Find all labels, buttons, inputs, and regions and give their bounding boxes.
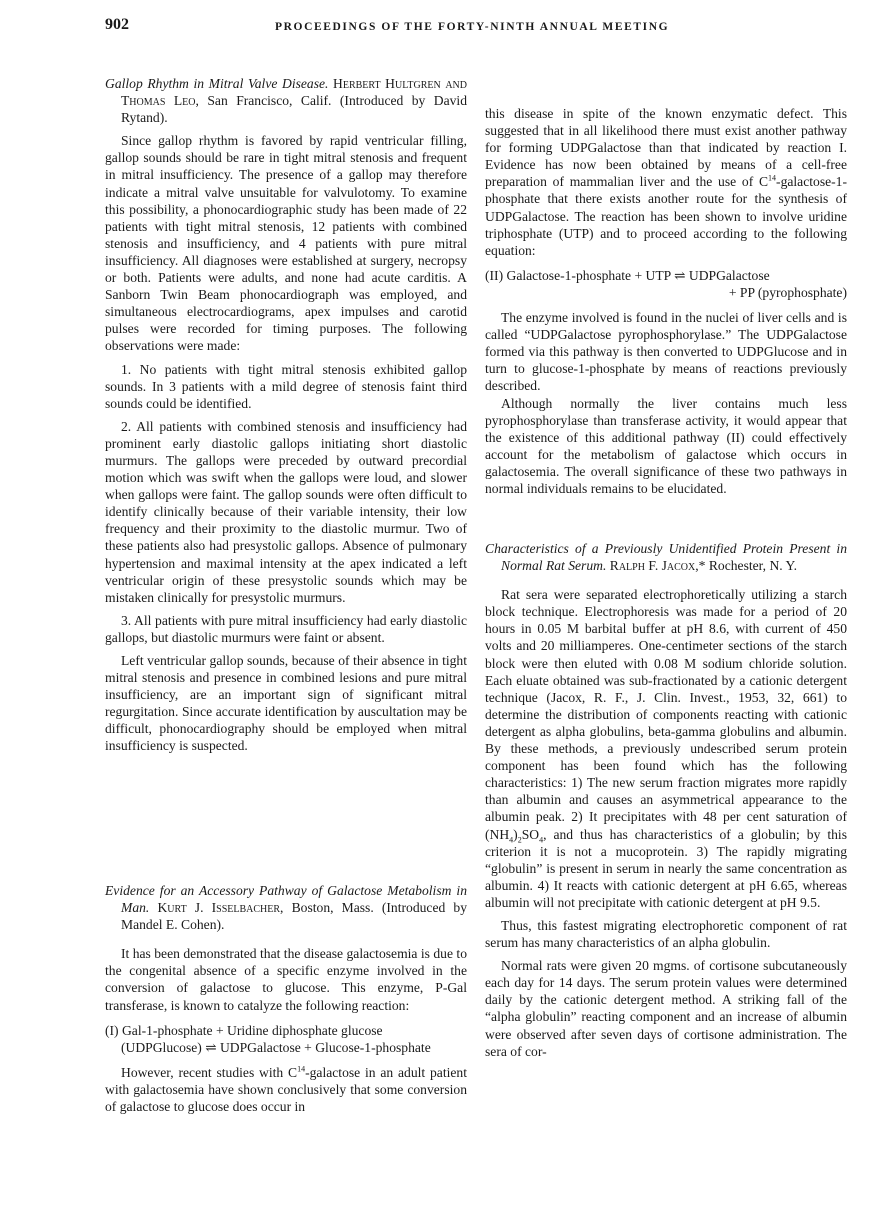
subscript: 4	[509, 835, 514, 845]
equation-2	[485, 267, 847, 301]
text: )	[513, 826, 518, 842]
equation-line: (II) Galactose-1-phosphate + UTP ⇌ UDPGalactose	[485, 267, 770, 283]
article-affiliation: Rochester, N. Y.	[708, 558, 798, 574]
article-heading	[485, 540, 847, 574]
subscript: 4	[539, 835, 544, 845]
paragraph: 2. All patients with combined stenosis and insufficiency had prominent early diastolic gallops initiating short diastolic murmurs. The gallops were preceded by outward precordial motion which was swift when the gallops were loud, and slower when gallops were faint. The gallop sounds were often difficult to identify clinically because of their variable intensity, their low frequency and their proximity to the diastolic murmur. Two of these patients also had presystolic gallops. Absence of pulmonary hypertension and maximal intensity at the apex indicated a left ventricular origin of these presystolic sounds which may be mistaken clinically for presystolic murmurs.	[105, 418, 467, 605]
equation-line: + PP (pyrophosphate)	[728, 284, 847, 300]
article-title: Evidence for an Accessory Pathway of Galactose Metabolism in Man.	[105, 883, 467, 916]
superscript: 14	[297, 1064, 306, 1074]
article-authors: Herbert Hultgren and Thomas Leo,	[121, 76, 467, 109]
subscript: 2	[517, 835, 522, 845]
equation-line: (UDPGlucose) ⇌ UDPGalactose + Glucose-1-phosphate	[121, 1039, 431, 1055]
text: Rat sera were separated electrophoretically utilizing a starch block technique. Electrophoresis was made for a period of 20 hours in 0.05 M barbital buffer at pH 8.6, with current of 450 volts and 20 milliamperes. One-centimeter sections of the starch block were then eluted with 0.08 M sodium chloride solution. Each eluate obtained was sub-fractionated by a cationic detergent technique (Jacox, R. F., J. Clin. Invest., 1953, 32, 661) to determine the distribution of components reacting with cationic detergent as alpha globulins, beta-gamma globulins and albumin. By these methods, a previously undescribed serum protein component has been found which has the following characteristics: 1) The new serum fraction migrates more rapidly than albumin and causes an asymmetrical appearance to the albumin peak. 2) It precipitates with 48 per cent saturation of (NH	[485, 587, 847, 842]
paragraph: Although normally the liver contains much less pyrophosphorylase than transferase activity, it would appear that the existence of this additional pathway (II) could effectively account for the metabolism of galactose which occurs in galactosemia. The overall significance of these two pathways in normal individuals remains to be elucidated.	[485, 395, 847, 496]
page-number: 902	[105, 16, 129, 33]
article-title: Gallop Rhythm in Mitral Valve Disease.	[105, 76, 329, 91]
paragraph: Since gallop rhythm is favored by rapid ventricular filling, gallop sounds should be rare in tight mitral stenosis and frequent in mitral insufficiency. The presence of a gallop may therefore indicate a mitral valve unsuitable for valvulotomy. To examine this possibility, a phonocardiographic study has been made of 22 patients with tight mitral stenosis, 12 patients with combined stenosis and insufficiency, and 4 patients with pure mitral insufficiency. All diagnoses were established at surgery, necropsy or both. Patients were adults, and none had acute carditis. A Sanborn Twin Beam phonocardiograph was employed, and simultaneous electrocardiograms, apex impulses and carotid pulses were recorded for timing purposes. The following observations were made:	[105, 133, 467, 354]
paragraph	[485, 105, 847, 259]
text: SO	[521, 826, 540, 842]
equation-line: (I) Gal-1-phosphate + Uridine diphosphate glucose	[105, 1022, 383, 1038]
text: , and thus has characteristics of a globulin; by this criterion it is not a mucoprotein. 3) The rapidly migrating “globulin” is present in serum in nearly the same concentration as albumin. 4) It reacts with cationic detergent at pH 6.65, whereas albumin will not precipitate with cationic detergent at pH 9.5.	[485, 826, 847, 910]
article-authors: Kurt J. Isselbacher,	[157, 900, 284, 916]
superscript: 14	[768, 173, 777, 183]
article-heading	[105, 75, 467, 126]
article-heading	[105, 882, 467, 933]
article-rat-serum-protein	[485, 540, 847, 1060]
article-authors: Ralph F. Jacox,*	[609, 558, 706, 574]
article-galactose-pathway	[105, 882, 467, 1115]
text: -galactose-1-phosphate that there exists another route for the synthesis of UDPGalactose. The reaction has been shown to involve uridine triphosphate (UTP) and to proceed according to the following equation:	[485, 174, 847, 258]
text: this disease in spite of the known enzymatic defect. This suggested that in all likelihood there must exist another pathway for forming UDPGalactose than that indicated by reaction I. Evidence has now been obtained by means of a cell-free preparation of mammalian liver and the use of C	[485, 106, 847, 190]
article-title: Characteristics of a Previously Unidentified Protein Present in Normal Rat Serum.	[485, 541, 847, 574]
article-gallop-rhythm	[105, 75, 467, 755]
equation-1	[105, 1022, 467, 1056]
text: -galactose in an adult patient with galactosemia have shown conclusively that some conversion of galactose to glucose does occur in	[105, 1064, 467, 1115]
article-affiliation: Boston, Mass. (Introduced by Mandel E. Cohen).	[121, 900, 467, 933]
paragraph: 1. No patients with tight mitral stenosis exhibited gallop sounds. In 3 patients with a mild degree of stenosis faint third sounds could be identified.	[105, 361, 467, 411]
article-galactose-continued	[485, 105, 847, 497]
paragraph: Normal rats were given 20 mgms. of cortisone subcutaneously each day for 14 days. The serum protein values were determined daily by the cationic detergent method. A striking fall of the “alpha globulin” reacting component and an increase of albumin were observed after seven days of cortisone administration. The sera of cor-	[485, 958, 847, 1059]
paragraph	[485, 586, 847, 911]
article-affiliation: San Francisco, Calif. (Introduced by David Rytand).	[121, 93, 468, 126]
paragraph: It has been demonstrated that the disease galactosemia is due to the congenital absence of a specific enzyme involved in the conversion of galactose to glucose. This enzyme, P-Gal transferase, is known to catalyze the following reaction:	[105, 946, 467, 1013]
text: However, recent studies with C	[121, 1064, 298, 1080]
paragraph: Thus, this fastest migrating electrophoretic component of rat serum has many characteristics of an alpha globulin.	[485, 917, 847, 951]
paragraph: Left ventricular gallop sounds, because of their absence in tight mitral stenosis and presence in combined lesions and pure mitral insufficiency, are an important sign of significant mitral regurgitation. Since accurate identification by auscultation may be difficult, phonocardiography should be employed when mitral insufficiency is suspected.	[105, 653, 467, 754]
running-title: PROCEEDINGS OF THE FORTY-NINTH ANNUAL MEETING	[275, 21, 670, 33]
paragraph: 3. All patients with pure mitral insufficiency had early diastolic gallops, but diastolic murmurs were faint or absent.	[105, 612, 467, 645]
paragraph: The enzyme involved is found in the nuclei of liver cells and is called “UDPGalactose pyrophosphorylase.” The UDPGalactose formed via this pathway is then converted to UDPGlucose and in turn to glucose-1-phosphate by means of reactions previously described.	[485, 310, 847, 394]
paragraph	[105, 1064, 467, 1115]
